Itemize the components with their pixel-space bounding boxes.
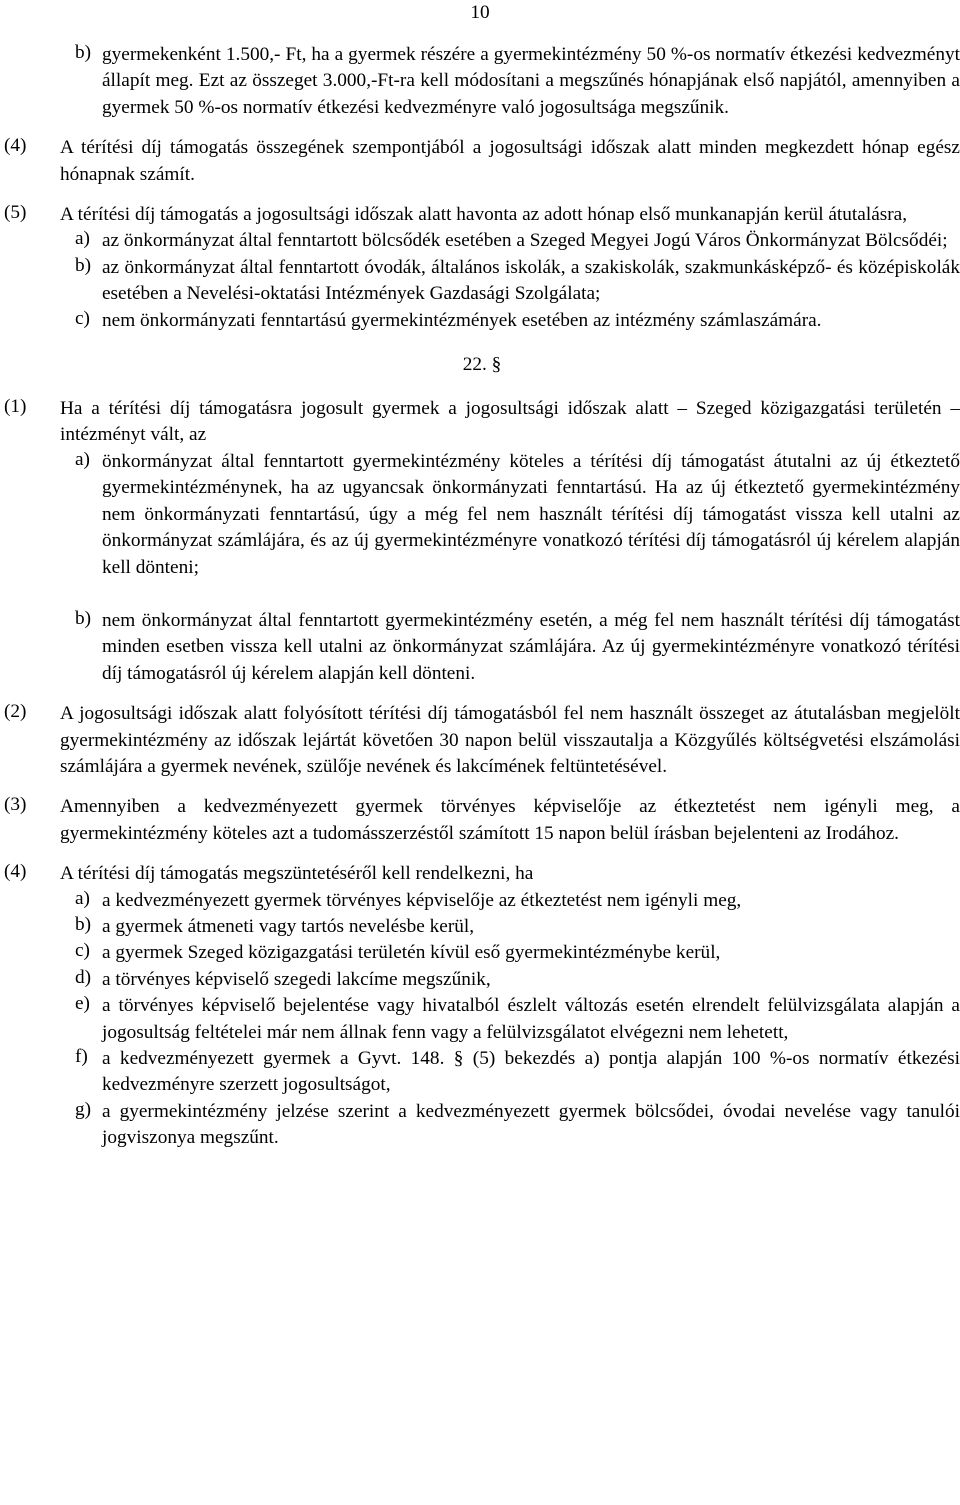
list-item-a [4, 888, 960, 914]
list-item-d [4, 967, 960, 993]
item-letter: a) [75, 887, 90, 909]
paragraph-4 [4, 135, 960, 188]
item-letter: b) [75, 254, 92, 276]
page-number: 10 [470, 2, 490, 23]
item-text: önkormányzat által fenntartott gyermekintézmény köteles a térítési díj támogatást átutalni az új étkeztető gyermekintézménynek, ha az ugyancsak önkormányzati fenntartású. Ha az új étkeztető gyermekintézmény nem önkormányzati fenntartású, úgy a még fel nem használt térítési díj támogatást vissza kell utalni az önkormányzat számlájára, és az új gyermekintézményre vonatkozó térítési díj támogatásról új kérelem alapján kell dönteni; [102, 450, 960, 578]
item-letter: e) [75, 993, 90, 1015]
paragraph-number: (2) [4, 701, 27, 723]
item-text: gyermekenként 1.500,- Ft, ha a gyermek részére a gyermekintézmény 50 %-os normatív étkezési kedvezményt állapít meg. Ezt az összeget 3.000,-Ft-ra kell módosítani a megszűnés hónapjának első napjától, amennyiben a gyermek 50 %-os normatív étkezési kedvezményre való jogosultsága megszűnik. [102, 44, 960, 118]
item-text: nem önkormányzat által fenntartott gyermekintézmény esetén, a még fel nem használt térítési díj támogatást minden esetben vissza kell utalni az önkormányzat számlájára. Az új gyermekintézményre vonatkozó térítési díj támogatásról új kérelem alapján kell dönteni. [102, 609, 960, 684]
list-item-b [4, 914, 960, 940]
paragraph-number: (5) [4, 202, 27, 224]
paragraph-text: Ha a térítési díj támogatásra jogosult gyermek a jogosultsági időszak alatt – Szeged közigazgatási területén – intézményt vált, az [60, 398, 960, 446]
list-item-c [4, 308, 960, 334]
paragraph-text: Amennyiben a kedvezményezett gyermek törvényes képviselője az étkeztetést nem igényli meg, a gyermekintézmény köteles azt a tudomásszerzéstől számított 15 napon belül írásban bejelenteni az Irodához. [60, 796, 960, 844]
section-heading: 22. § [462, 354, 502, 376]
paragraph-1 [4, 396, 960, 449]
paragraph-2 [4, 701, 960, 780]
list-item-e [4, 993, 960, 1046]
list-item-c [4, 940, 960, 966]
item-text: a gyermek átmeneti vagy tartós nevelésbe kerül, [102, 915, 475, 937]
paragraph-number: (3) [4, 794, 27, 816]
item-text: a gyermekintézmény jelzése szerint a kedvezményezett gyermek bölcsődei, óvodai nevelése vagy tanulói jogviszonya megszűnt. [102, 1100, 960, 1149]
paragraph-number: (1) [4, 396, 27, 418]
item-letter: a) [75, 448, 90, 470]
list-item-a [4, 228, 960, 254]
item-letter: d) [75, 966, 92, 988]
item-text: a kedvezményezett gyermek törvényes képviselője az étkeztetést nem igényli meg, [102, 889, 742, 911]
list-item-b [4, 608, 960, 687]
item-letter: a) [75, 228, 90, 250]
paragraph-text: A térítési díj támogatás megszüntetéséről kell rendelkezni, ha [60, 863, 534, 885]
item-letter: f) [75, 1046, 88, 1067]
paragraph-text: A térítési díj támogatás a jogosultsági időszak alatt havonta az adott hónap első munkanapján kerül átutalásra, [60, 204, 908, 226]
item-text: az önkormányzat által fenntartott óvodák, általános iskolák, a szakiskolák, szakmunkásképző- és középiskolák esetében a Nevelési-oktatási Intézmények Gazdasági Szolgálata; [102, 256, 960, 305]
paragraph-3 [4, 794, 960, 847]
item-text: a gyermek Szeged közigazgatási területén kívül eső gyermekintézménybe kerül, [102, 942, 721, 964]
list-item-f [4, 1046, 960, 1099]
item-letter: b) [75, 607, 92, 629]
list-item-a [4, 449, 960, 581]
item-text: a törvényes képviselő bejelentése vagy hivatalból észlelt változás esetén elrendelt felülvizsgálata alapján a jogosultság feltételei már nem állnak fenn vagy a felülvizsgálatot elvégezni nem lehetett, [102, 995, 960, 1043]
item-letter: g) [75, 1098, 92, 1120]
item-letter: b) [75, 42, 92, 63]
paragraph-text: A jogosultsági időszak alatt folyósított térítési díj támogatásból fel nem használt összeget az átutalásban megjelölt gyermekintézmény az időszak lejártát követően 30 napon belül visszautalja a Közgyűlés költségvetési elszámolási számlájára a gyermek nevének, szülője nevének és lakcímének feltüntetésével. [60, 703, 960, 777]
item-text: nem önkormányzati fenntartású gyermekintézmények esetében az intézmény számlaszámára. [102, 309, 822, 331]
item-letter: c) [75, 940, 90, 962]
item-text: a kedvezményezett gyermek a Gyvt. 148. § (5) bekezdés a) pontja alapján 100 %-os normatív étkezési kedvezményre szerzett jogosultságot, [102, 1048, 960, 1096]
item-letter: c) [75, 307, 90, 329]
list-item-g [4, 1099, 960, 1152]
list-item-b [4, 255, 960, 308]
paragraph-5 [4, 202, 960, 228]
list-item-b [4, 42, 960, 121]
paragraph-text: A térítési díj támogatás összegének szempontjából a jogosultsági időszak alatt minden megkezdett hónap egész hónapnak számít. [60, 137, 960, 185]
item-text: az önkormányzat által fenntartott bölcsődék esetében a Szeged Megyei Jogú Város Önkormányzat Bölcsődéi; [102, 230, 948, 252]
document-body [4, 42, 960, 1152]
paragraph-4 [4, 861, 960, 887]
paragraph-number: (4) [4, 861, 27, 883]
item-text: a törvényes képviselő szegedi lakcíme megszűnik, [102, 968, 491, 990]
item-letter: b) [75, 913, 92, 935]
paragraph-number: (4) [4, 135, 27, 157]
